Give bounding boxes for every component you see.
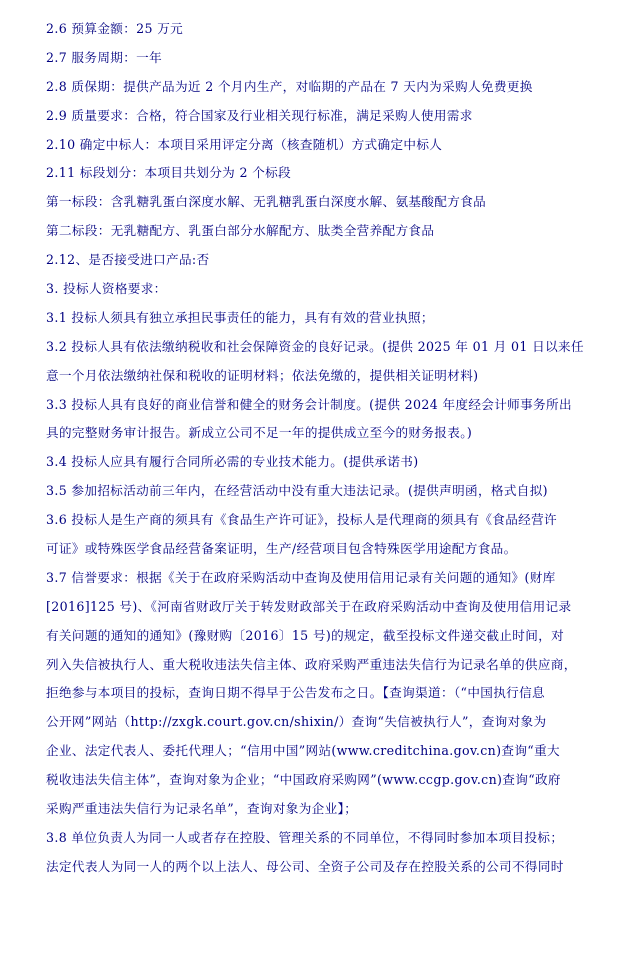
text-line-lot-division: 2.11 标段划分：本项目共划分为 2 个标段: [46, 165, 292, 181]
text-line-qual-3-2: 3.2 投标人具有依法缴纳税收和社会保障资金的良好记录。(提供 2025 年 01 月 01 日以来任: [46, 338, 584, 354]
text-line-qual-3-2-cont: 意一个月依法缴纳社保和税收的证明材料；依法免缴的，提供相关证明材料): [46, 367, 479, 383]
text-line-qual-3-7-cont-1: [2016]125 号)、《河南省财政厅关于转发财政部关于在政府采购活动中查询及使用信用记录: [46, 598, 572, 614]
text-line-qual-3-8-cont: 法定代表人为同一人的两个以上法人、母公司、全资子公司及存在控股关系的公司不得同时: [46, 858, 564, 874]
text-line-qual-3-7-cont-2: 有关问题的通知的通知》(豫财购〔2016〕15 号)的规定，截至投标文件递交截止时间，对: [46, 627, 565, 643]
text-line-qual-3-5: 3.5 参加招标活动前三年内，在经营活动中没有重大违法记录。(提供声明函，格式自拟): [46, 483, 548, 499]
text-line-qual-3-7-cont-3: 列入失信被执行人、重大税收违法失信主体、政府采购严重违法失信行为记录名单的供应商，: [46, 656, 577, 672]
text-line-lot-one: 第一标段：含乳糖乳蛋白深度水解、无乳糖乳蛋白深度水解、氨基酸配方食品: [46, 194, 487, 210]
section-heading-qualifications: 3. 投标人资格要求：: [46, 281, 167, 297]
text-line-qual-3-7: 3.7 信誉要求：根据《关于在政府采购活动中查询及使用信用记录有关问题的通知》(财库: [46, 569, 556, 585]
text-line-qual-3-7-cont-5: 公开网”网站（http://zxgk.court.gov.cn/shixin/）查询“失信被执行人”，查询对象为: [46, 714, 547, 730]
text-line-quality: 2.9 质量要求：合格，符合国家及行业相关现行标准，满足采购人使用需求: [46, 107, 473, 123]
text-line-budget: 2.6 预算金额：25 万元: [46, 21, 184, 36]
text-line-warranty: 2.8 质保期：提供产品为近 2 个月内生产，对临期的产品在 7 天内为采购人免费更换: [46, 78, 533, 94]
text-line-qual-3-7-cont-7: 税收违法失信主体”，查询对象为企业；“中国政府采购网”(www.ccgp.gov.cn)查询“政府: [46, 772, 561, 788]
text-line-qual-3-8: 3.8 单位负责人为同一人或者存在控股、管理关系的不同单位，不得同时参加本项目投标；: [46, 829, 564, 845]
text-line-qual-3-7-cont-4: 拒绝参与本项目的投标，查询日期不得早于公告发布之日。【查询渠道：（“中国执行信息: [46, 685, 545, 701]
text-line-qual-3-1: 3.1 投标人须具有独立承担民事责任的能力，具有有效的营业执照；: [46, 309, 434, 325]
text-line-qual-3-6: 3.6 投标人是生产商的须具有《食品生产许可证》，投标人是代理商的须具有《食品经营许: [46, 512, 557, 528]
text-line-imports: 2.12、是否接受进口产品:否: [46, 252, 210, 268]
text-line-qual-3-3-cont: 具的完整财务审计报告。新成立公司不足一年的提供成立至今的财务报表。): [46, 425, 473, 441]
text-line-lot-two: 第二标段：无乳糖配方、乳蛋白部分水解配方、肽类全营养配方食品: [46, 223, 435, 239]
text-line-service-period: 2.7 服务周期：一年: [46, 49, 163, 65]
text-line-qual-3-3: 3.3 投标人具有良好的商业信誉和健全的财务会计制度。(提供 2024 年度经会计师事务所出: [46, 396, 572, 412]
text-line-qual-3-7-cont-8: 采购严重违法失信行为记录名单”，查询对象为企业】；: [46, 801, 358, 817]
text-line-winner-method: 2.10 确定中标人：本项目采用评定分离（核查随机）方式确定中标人: [46, 136, 443, 152]
document-body: [46, 21, 618, 888]
text-line-qual-3-4: 3.4 投标人应具有履行合同所必需的专业技术能力。(提供承诺书): [46, 454, 419, 470]
text-line-qual-3-6-cont: 可证》或特殊医学食品经营备案证明，生产/经营项目包含特殊医学用途配方食品。: [46, 541, 517, 557]
text-line-qual-3-7-cont-6: 企业、法定代表人、委托代理人；“信用中国”网站(www.creditchina.gov.cn)查询“重大: [46, 743, 560, 759]
